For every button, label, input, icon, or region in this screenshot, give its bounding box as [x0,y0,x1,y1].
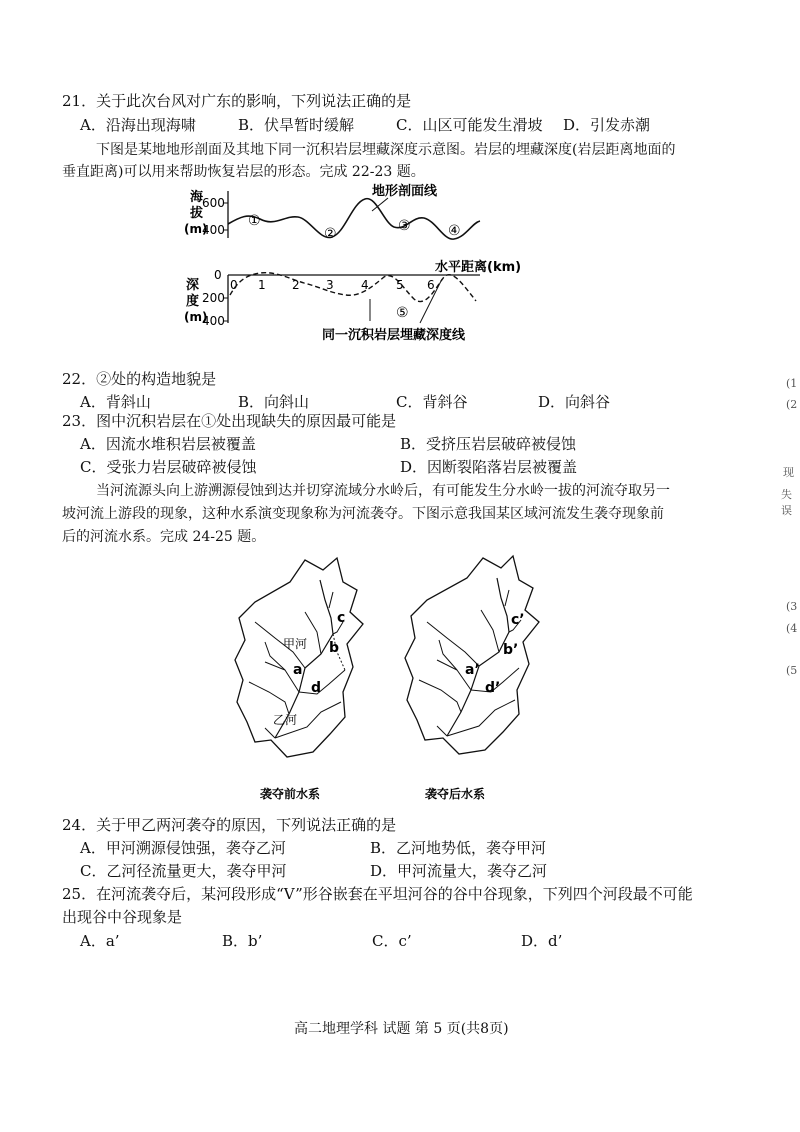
ytick-400: 400 [202,223,225,237]
edge-fragment-2: 失误 [781,488,792,517]
ylabel-bottom-1: 深 [186,278,200,293]
marker-2: ② [324,226,337,242]
terrain-profile-line [228,199,480,240]
q25-option-a: A．a’ [80,932,120,950]
q21-stem: 21．关于此次台风对广东的影响，下列说法正确的是 [62,92,412,110]
edge-fragment-6: (4 [786,622,798,635]
point-c: c [337,610,346,626]
point-d: d [311,680,322,696]
point-a-prime: a’ [465,662,480,678]
q25-option-b: B．b’ [222,932,263,950]
marker-1: ① [248,213,261,229]
intro2-line1: 当河流源头向上游溯源侵蚀到达并切穿流域分水岭后，有可能发生分水岭一拔的河流夺取另一 [96,483,670,499]
xtick-2: 2 [292,278,300,292]
ytick-200: 200 [202,291,225,305]
edge-fragment-3: (1 [786,377,798,390]
page-footer: 高二地理学科 试题 第 5 页(共8页) [294,1021,509,1037]
marker-5: ⑤ [396,305,409,321]
q22-option-a: A．背斜山 [80,393,151,411]
q21-option-c: C．山区可能发生滑坡 [396,116,543,134]
after-capture-map [405,556,539,801]
x-ticks [230,278,435,292]
edge-fragment-5: (3 [786,600,798,613]
intro1-line1: 下图是某地地形剖面及其地下同一沉积岩层埋藏深度示意图。岩层的埋藏深度(岩层距离地面的 [96,142,676,158]
q25-option-c: C．c’ [372,932,412,950]
q23-option-a: A．因流水堆积岩层被覆盖 [80,435,256,453]
q23-option-c: C．受张力岩层破碎被侵蚀 [80,458,257,476]
xtick-4: 4 [361,278,369,292]
xtick-5: 5 [396,278,404,292]
q22-stem: 22．②处的构造地貌是 [62,370,217,388]
terrain-profile-figure [180,183,540,345]
marker-4: ④ [448,223,461,239]
q21-option-d: D．引发赤潮 [563,116,651,134]
point-b-prime: b’ [503,642,519,658]
q22-option-d: D．向斜谷 [538,393,611,411]
point-b: b [329,640,340,656]
point-d-prime: d’ [485,680,501,696]
marker-3: ③ [398,218,411,234]
q21-option-a: A．沿海出现海啸 [80,116,196,134]
q24-option-b: B．乙河地势低，袭夺甲河 [370,839,547,857]
intro2-line2: 坡河流上游段的现象，这种水系演变现象称为河流袭夺。下图示意我国某区域河流发生袭夺现象前 [62,506,664,522]
river-capture-figure [225,552,575,807]
caption-before: 袭夺前水系 [260,787,321,801]
before-capture-map [235,558,363,801]
caption-after: 袭夺后水系 [425,787,486,801]
q24-option-a: A．甲河溯源侵蚀强，袭夺乙河 [80,839,286,857]
q23-stem: 23．图中沉积岩层在①处出现缺失的原因最可能是 [62,412,397,430]
xtick-0: 0 [230,278,238,292]
point-c-prime: c’ [511,612,525,628]
q25-option-d: D．d’ [521,932,563,950]
edge-fragment-1: 现 [783,466,794,479]
ylabel-bottom-3: (m) [184,310,208,324]
ylabel-top-3: (m) [184,222,208,236]
xtick-1: 1 [258,278,266,292]
river-yi-label: 乙河 [273,713,298,727]
ytick-600: 600 [202,196,225,210]
q23-option-b: B．受挤压岩层破碎被侵蚀 [400,435,577,453]
intro2-line3: 后的河流水系。完成 24-25 题。 [62,529,266,545]
ylabel-bottom-2: 度 [186,294,200,309]
q21-option-b: B．伏旱暂时缓解 [238,116,355,134]
xtick-3: 3 [326,278,334,292]
q24-option-c: C．乙河径流量更大，袭夺甲河 [80,862,287,880]
ytick-400b: 400 [202,314,225,328]
xaxis-label: 水平距离(km) [435,260,522,275]
q24-option-d: D．甲河流量大，袭夺乙河 [370,862,548,880]
depth-line [230,273,476,302]
q23-option-d: D．因断裂陷落岩层被覆盖 [400,458,578,476]
q25-stem-line1: 25．在河流袭夺后，某河段形成“V”形谷嵌套在平坦河谷的谷中谷现象，下列四个河段最不可能 [62,885,693,903]
ytick-0: 0 [214,268,222,282]
q24-stem: 24．关于甲乙两河袭夺的原因，下列说法正确的是 [62,816,397,834]
ylabel-top-2: 拔 [190,206,204,221]
q22-option-b: B．向斜山 [238,393,310,411]
edge-fragment-7: (5 [786,664,798,677]
ylabel-top-1: 海 [190,190,204,205]
xtick-6: 6 [427,278,435,292]
profile-label: 地形剖面线 [372,184,438,199]
q22-option-c: C．背斜谷 [396,393,468,411]
depth-label: 同一沉积岩层埋藏深度线 [322,328,466,343]
intro1-line2: 垂直距离)可以用来帮助恢复岩层的形态。完成 22-23 题。 [62,164,425,180]
river-jia-label: 甲河 [283,637,308,651]
q25-stem-line2: 出现谷中谷现象是 [62,908,183,926]
edge-fragment-4: (2 [786,398,798,411]
point-a: a [293,662,303,678]
